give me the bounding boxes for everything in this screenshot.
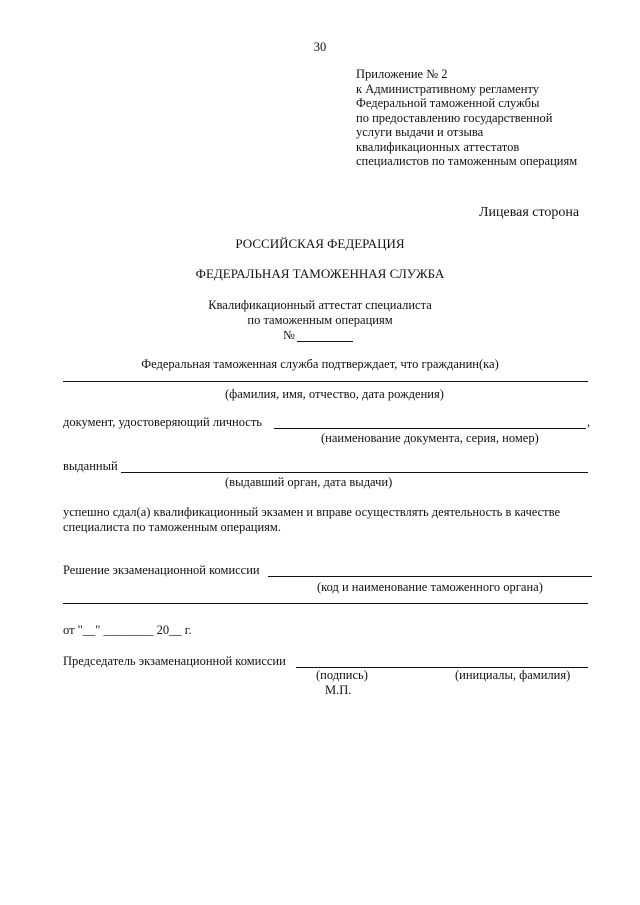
id-doc-comma: ,: [587, 415, 591, 429]
appendix-line: услуги выдачи и отзыва: [356, 125, 484, 139]
country-title: РОССИЙСКАЯ ФЕДЕРАЦИЯ: [235, 236, 405, 251]
id-doc-label: документ, удостоверяющий личность: [63, 415, 263, 429]
page-number: 30: [313, 40, 327, 54]
agency-title: ФЕДЕРАЛЬНАЯ ТАМОЖЕННАЯ СЛУЖБА: [195, 266, 445, 281]
appendix-line: Приложение № 2: [356, 67, 448, 81]
decision-caption: (код и наименование таможенного органа): [317, 580, 543, 594]
issued-label: выданный: [63, 459, 118, 473]
seal-label: М.П.: [325, 683, 352, 697]
decision-blank: [268, 576, 592, 577]
side-label: Лицевая сторона: [479, 205, 580, 220]
id-doc-caption: (наименование документа, серия, номер): [321, 431, 539, 445]
appendix-line: по предоставлению государственной: [356, 111, 553, 125]
date-field: от "__" ________ 20__ г.: [63, 623, 192, 637]
document-subtitle: по таможенным операциям: [247, 313, 393, 327]
appendix-line: Федеральной таможенной службы: [356, 96, 540, 110]
issued-caption: (выдавший орган, дата выдачи): [225, 475, 393, 489]
name-caption: (фамилия, имя, отчество, дата рождения): [225, 387, 444, 401]
issued-blank: [121, 472, 588, 473]
decision-label: Решение экзаменационной комиссии: [63, 563, 260, 577]
appendix-line: к Административному регламенту: [356, 82, 540, 96]
confirm-text: Федеральная таможенная служба подтверждает, что гражданин(ка): [141, 357, 499, 371]
decision-blank-2: [63, 603, 588, 604]
document-title: Квалификационный аттестат специалиста: [208, 298, 432, 312]
name-blank: [63, 381, 588, 382]
appendix-line: квалификационных аттестатов: [356, 140, 520, 154]
number-prefix: №: [283, 328, 295, 342]
number-blank: [297, 341, 353, 342]
chair-label: Председатель экзаменационной комиссии: [63, 654, 286, 668]
exam-text-line2: специалиста по таможенным операциям.: [63, 520, 281, 534]
appendix-line: специалистов по таможенным операциям: [356, 154, 578, 168]
exam-text-line1: успешно сдал(а) квалификационный экзамен и вправе осуществлять деятельность в качестве: [63, 505, 560, 519]
signature-caption: (подпись): [316, 668, 368, 682]
id-doc-blank: [274, 428, 586, 429]
initials-caption: (инициалы, фамилия): [455, 668, 571, 682]
